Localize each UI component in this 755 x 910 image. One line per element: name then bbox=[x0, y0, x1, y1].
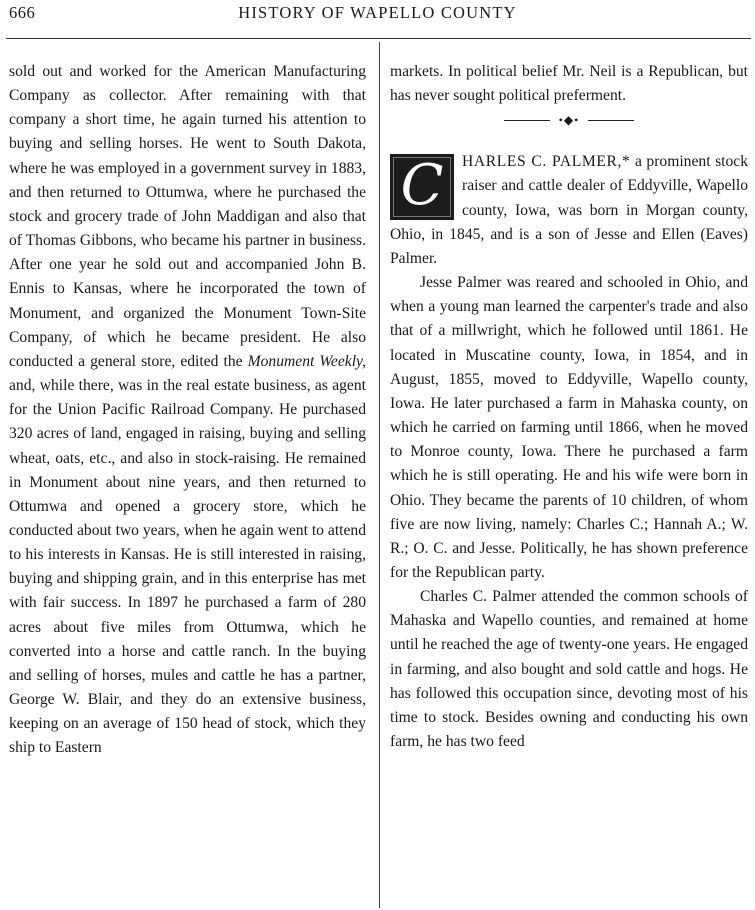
section-ornament bbox=[504, 110, 634, 132]
ornament-dots: •◆• bbox=[550, 113, 588, 127]
right-column bbox=[390, 60, 748, 754]
father-paragraph: Jesse Palmer was reared and schooled in Ohio, and when a young man learned the carpenter's trade and also that of a millwright, which he followed until 1861. He located in Muscatine county, Iowa, in 1854, and in August, 1855, moved to Eddyville, Wapello county, Iowa. He later purchased a farm in Mahaska county, on which he carried on farming until 1866, when he moved to Monroe county, Iowa. There he purchased a farm which he is still operating. He and his wife were born in Ohio. They became the parents of 10 children, of whom five are now living, namely: Charles C.; Hannah A.; W. R.; O. C. and Jesse. Politically, he has shown preference for the Republican party. bbox=[390, 274, 748, 581]
header-rule bbox=[6, 38, 751, 39]
column-divider bbox=[379, 42, 380, 908]
left-column bbox=[9, 60, 366, 761]
drop-cap bbox=[390, 154, 454, 220]
left-paragraph-text-a: sold out and worked for the American Manufacturing Company as collector. After remaining with that company a short time, he again turned his attention to buying and selling horses. He went to South Dakota, where he was employed in a government survey in 1883, and then returned to Ottumwa, where he purchased the stock and grocery trade of John Maddigan and also that of Thomas Gibbons, who became his partner in business. After one year he sold out and accompanied John B. Ennis to Kansas, where he incorporated the town of Monument, and organized the Monument Town-Site Company, of which he became president. He also conducted a general store, edited the bbox=[9, 63, 366, 370]
continuation-paragraph: markets. In political belief Mr. Neil is a Republican, but has never sought political preferment. bbox=[390, 63, 748, 105]
left-paragraph bbox=[9, 60, 366, 761]
opening-text: a prominent stock raiser and cattle dealer of Eddyville, Wapello county, Iowa, was born in Morgan county, Ohio, in 1845, and is a son of Jesse and Ellen (Eaves) Palmer. bbox=[390, 153, 748, 267]
running-head: HISTORY OF WAPELLO COUNTY bbox=[238, 3, 517, 22]
biography-opening-paragraph bbox=[390, 150, 748, 271]
newspaper-title: Monument Weekly, bbox=[247, 352, 366, 370]
left-paragraph-text-b: and, while there, was in the real estate business, as agent for the Union Pacific Railroad Company. He purchased 320 acres of land, engaged in raising, buying and selling wheat, oats, etc., and also in stock-raising. He remained in Monument about nine years, and then returned to Ottumwa and opened a grocery store, which he conducted about two years, when he again went to attend to his interests in Kansas. He is still interested in raising, buying and shipping grain, and in this enterprise has met with fair success. In 1897 he purchased a farm of 280 acres about five miles from Ottumwa, which he converted into a horse and cattle ranch. In the buying and selling of horses, mules and cattle he has a partner, George W. Blair, and they do an extensive business, keeping on an average of 150 head of stock, which they ship to Eastern bbox=[9, 377, 366, 757]
page-number: 666 bbox=[9, 3, 36, 22]
drop-cap-letter: C bbox=[400, 153, 444, 219]
career-paragraph: Charles C. Palmer attended the common schools of Mahaska and Wapello counties, and remained at home until he reached the age of twenty-one years. He engaged in farming, and also bought and sold cattle and hogs. He has followed this occupation since, devoting most of his time to stock. Besides owning and conducting his own farm, he has two feed bbox=[390, 588, 748, 751]
subject-name: HARLES C. PALMER,* bbox=[462, 153, 631, 171]
